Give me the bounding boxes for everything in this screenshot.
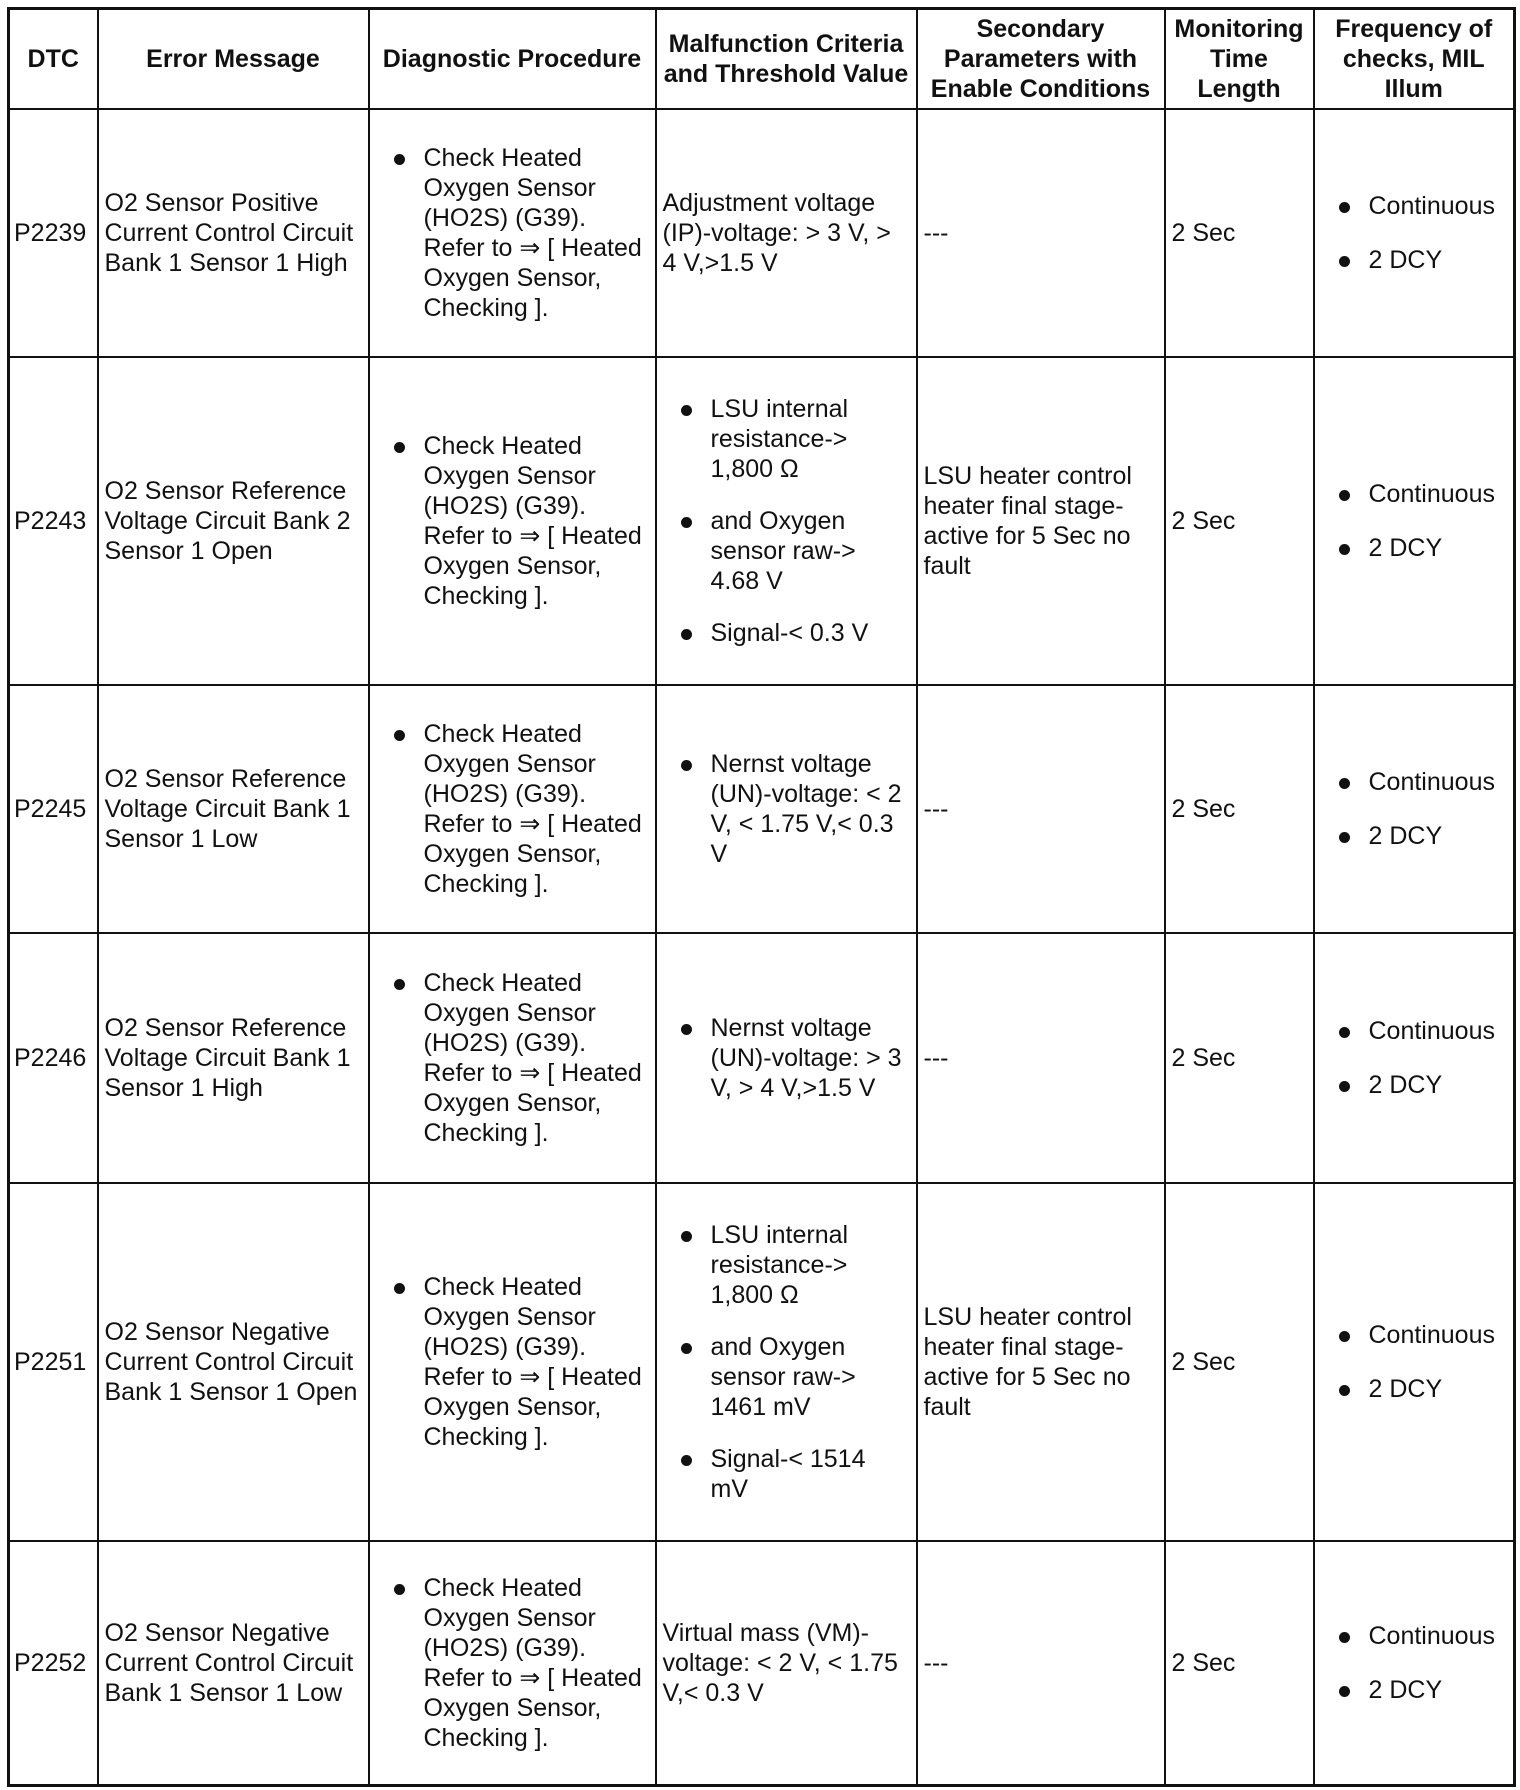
monitoring-time: 2 Sec <box>1165 685 1314 933</box>
monitoring-time: 2 Sec <box>1165 357 1314 685</box>
secondary-parameters: --- <box>917 1541 1165 1785</box>
header-secondary-parameters: Secondary Parameters with Enable Conditions <box>917 9 1165 110</box>
malfunction-criteria <box>656 933 917 1183</box>
table-row <box>9 933 1515 1183</box>
secondary-parameters: --- <box>917 109 1165 357</box>
secondary-parameters: --- <box>917 933 1165 1183</box>
table-row <box>9 357 1515 685</box>
monitoring-time: 2 Sec <box>1165 109 1314 357</box>
malfunction-criteria <box>656 685 917 933</box>
frequency <box>1314 109 1515 357</box>
monitoring-time: 2 Sec <box>1165 933 1314 1183</box>
diagnostic-procedure <box>369 685 656 933</box>
criteria-item: and Oxygen sensor raw-> 4.68 V <box>663 506 910 596</box>
error-message: O2 Sensor Reference Voltage Circuit Bank 1 Sensor 1 High <box>98 933 369 1183</box>
frequency-item: Continuous <box>1321 479 1508 509</box>
header-row <box>9 9 1515 110</box>
frequency <box>1314 1541 1515 1785</box>
criteria-item: Nernst voltage (UN)-voltage: > 3 V, > 4 V,>1.5 V <box>663 1013 910 1103</box>
frequency <box>1314 685 1515 933</box>
procedure-item: Check Heated Oxygen Sensor (HO2S) (G39). Refer to ⇒ [ Heated Oxygen Sensor, Checking ]. <box>376 1573 649 1753</box>
header-dtc: DTC <box>9 9 98 110</box>
monitoring-time: 2 Sec <box>1165 1183 1314 1541</box>
criteria-item: Nernst voltage (UN)-voltage: < 2 V, < 1.75 V,< 0.3 V <box>663 749 910 869</box>
header-diagnostic-procedure: Diagnostic Procedure <box>369 9 656 110</box>
dtc-code: P2243 <box>9 357 98 685</box>
malfunction-criteria <box>656 1183 917 1541</box>
diagnostic-procedure <box>369 1183 656 1541</box>
malfunction-criteria: Adjustment voltage (IP)-voltage: > 3 V, > 4 V,>1.5 V <box>656 109 917 357</box>
dtc-code: P2251 <box>9 1183 98 1541</box>
table-row <box>9 1183 1515 1541</box>
frequency <box>1314 357 1515 685</box>
error-message: O2 Sensor Negative Current Control Circuit Bank 1 Sensor 1 Low <box>98 1541 369 1785</box>
frequency-item: 2 DCY <box>1321 1070 1508 1100</box>
procedure-item: Check Heated Oxygen Sensor (HO2S) (G39). Refer to ⇒ [ Heated Oxygen Sensor, Checking ]. <box>376 968 649 1148</box>
error-message: O2 Sensor Positive Current Control Circuit Bank 1 Sensor 1 High <box>98 109 369 357</box>
criteria-item: and Oxygen sensor raw-> 1461 mV <box>663 1332 910 1422</box>
table-row <box>9 1541 1515 1785</box>
frequency <box>1314 1183 1515 1541</box>
frequency-item: 2 DCY <box>1321 821 1508 851</box>
table-row <box>9 109 1515 357</box>
secondary-parameters: --- <box>917 685 1165 933</box>
malfunction-criteria <box>656 357 917 685</box>
dtc-code: P2246 <box>9 933 98 1183</box>
frequency-item: 2 DCY <box>1321 533 1508 563</box>
header-monitoring-time: Monitoring Time Length <box>1165 9 1314 110</box>
diagnostic-procedure <box>369 109 656 357</box>
diagnostic-procedure <box>369 933 656 1183</box>
diagnostic-procedure <box>369 1541 656 1785</box>
frequency-item: 2 DCY <box>1321 1675 1508 1705</box>
dtc-table <box>7 7 1516 1787</box>
procedure-item: Check Heated Oxygen Sensor (HO2S) (G39). Refer to ⇒ [ Heated Oxygen Sensor, Checking ]. <box>376 431 649 611</box>
frequency-item: Continuous <box>1321 1320 1508 1350</box>
criteria-item: LSU internal resistance-> 1,800 Ω <box>663 394 910 484</box>
monitoring-time: 2 Sec <box>1165 1541 1314 1785</box>
header-error-message: Error Message <box>98 9 369 110</box>
frequency-item: Continuous <box>1321 1621 1508 1651</box>
error-message: O2 Sensor Negative Current Control Circuit Bank 1 Sensor 1 Open <box>98 1183 369 1541</box>
procedure-item: Check Heated Oxygen Sensor (HO2S) (G39). Refer to ⇒ [ Heated Oxygen Sensor, Checking ]. <box>376 719 649 899</box>
frequency-item: Continuous <box>1321 1016 1508 1046</box>
criteria-item: LSU internal resistance-> 1,800 Ω <box>663 1220 910 1310</box>
error-message: O2 Sensor Reference Voltage Circuit Bank 2 Sensor 1 Open <box>98 357 369 685</box>
criteria-item: Signal-< 0.3 V <box>663 618 910 648</box>
error-message: O2 Sensor Reference Voltage Circuit Bank 1 Sensor 1 Low <box>98 685 369 933</box>
table-row <box>9 685 1515 933</box>
header-frequency: Frequency of checks, MIL Illum <box>1314 9 1515 110</box>
header-malfunction-criteria: Malfunction Criteria and Threshold Value <box>656 9 917 110</box>
procedure-item: Check Heated Oxygen Sensor (HO2S) (G39). Refer to ⇒ [ Heated Oxygen Sensor, Checking ]. <box>376 143 649 323</box>
diagnostic-procedure <box>369 357 656 685</box>
dtc-code: P2245 <box>9 685 98 933</box>
dtc-code: P2239 <box>9 109 98 357</box>
criteria-item: Signal-< 1514 mV <box>663 1444 910 1504</box>
frequency-item: 2 DCY <box>1321 1374 1508 1404</box>
secondary-parameters: LSU heater control heater final stage-active for 5 Sec no fault <box>917 357 1165 685</box>
secondary-parameters: LSU heater control heater final stage-active for 5 Sec no fault <box>917 1183 1165 1541</box>
frequency-item: Continuous <box>1321 767 1508 797</box>
frequency <box>1314 933 1515 1183</box>
frequency-item: 2 DCY <box>1321 245 1508 275</box>
frequency-item: Continuous <box>1321 191 1508 221</box>
malfunction-criteria: Virtual mass (VM)-voltage: < 2 V, < 1.75 V,< 0.3 V <box>656 1541 917 1785</box>
dtc-code: P2252 <box>9 1541 98 1785</box>
procedure-item: Check Heated Oxygen Sensor (HO2S) (G39). Refer to ⇒ [ Heated Oxygen Sensor, Checking ]. <box>376 1272 649 1452</box>
